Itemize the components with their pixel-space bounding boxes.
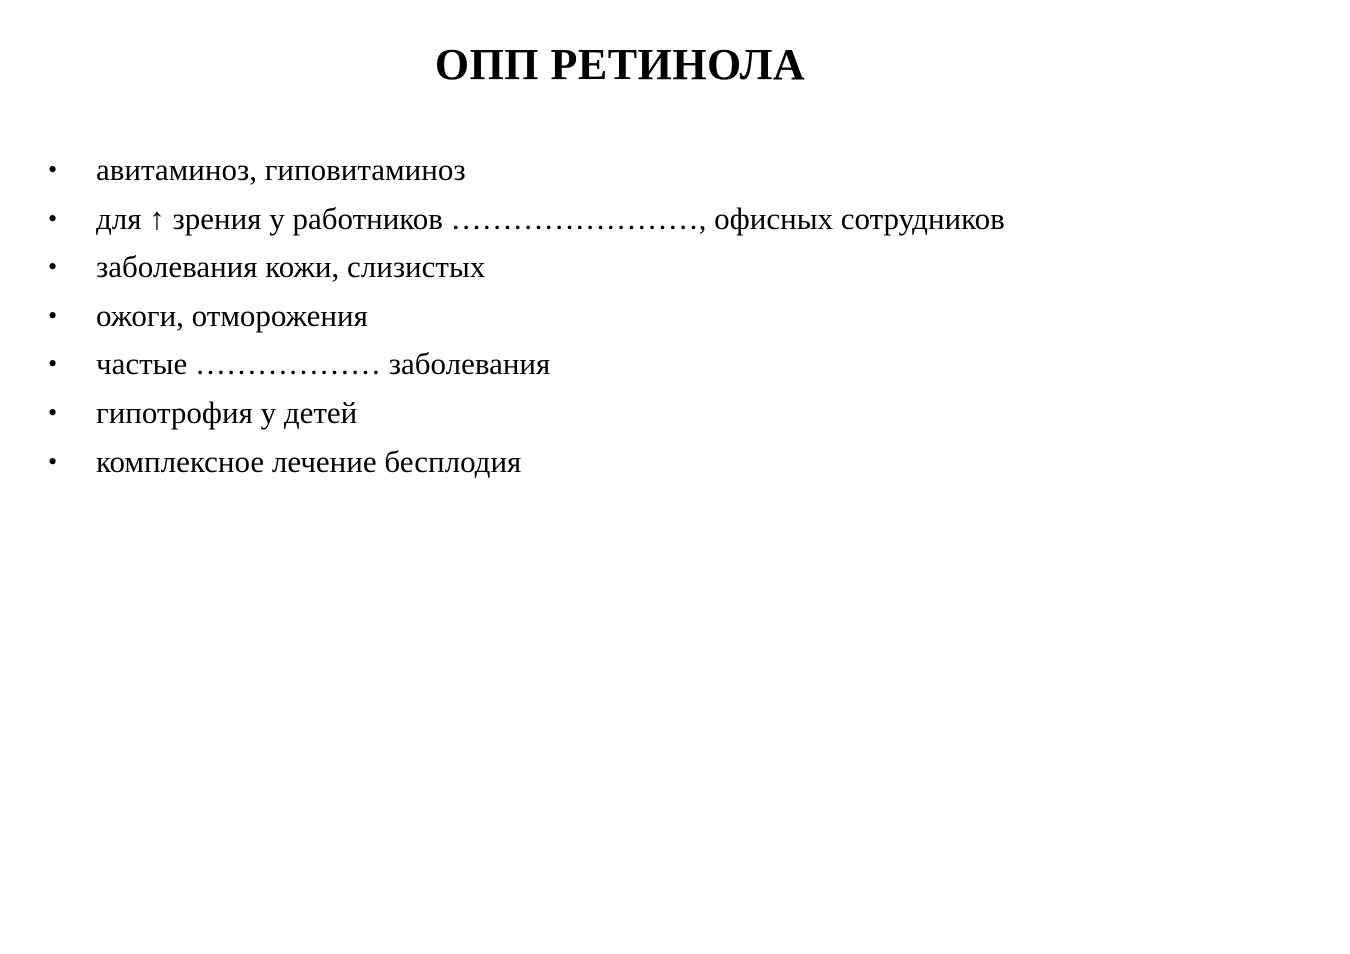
slide-title: ОПП РЕТИНОЛА xyxy=(434,40,806,89)
list-item-text: комплексное лечение бесплодия xyxy=(96,443,522,479)
bullet-icon: • xyxy=(48,397,58,427)
list-item-text: ожоги, отморожения xyxy=(96,297,368,333)
bullet-icon: • xyxy=(48,349,58,379)
list-item-text: авитаминоз, гиповитаминоз xyxy=(96,152,466,187)
bullet-icon: • xyxy=(48,203,58,233)
bullet-icon: • xyxy=(48,155,58,184)
list-item-text: гипотрофия у детей xyxy=(96,394,358,430)
list-item-text: заболевания кожи, слизистых xyxy=(96,249,486,285)
bullet-icon: • xyxy=(48,252,58,282)
bullet-icon: • xyxy=(48,300,58,330)
bullet-icon: • xyxy=(48,446,58,476)
list-item-text: для ↑ зрения у работников ……………………, офисных сотрудников xyxy=(96,200,1005,236)
list-item-text: частые ……………… заболевания xyxy=(96,346,551,382)
